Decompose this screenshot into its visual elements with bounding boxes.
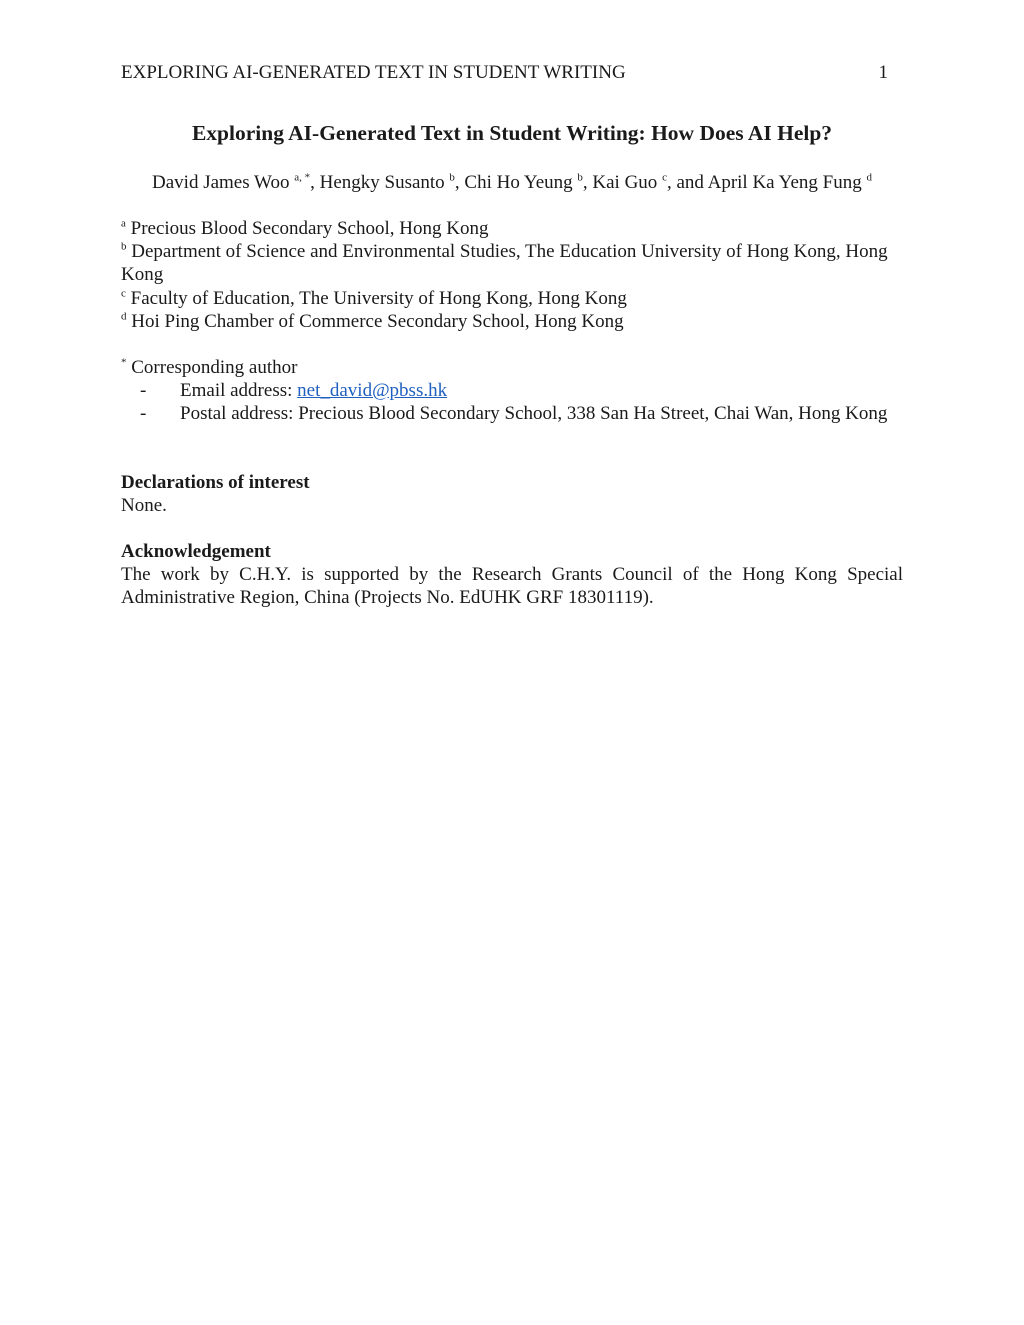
affiliation-text: Department of Science and Environmental Studies, The Education University of Hong Kong, Hong Kong <box>121 241 888 286</box>
author-name: Hengky Susanto <box>319 172 445 193</box>
running-head-title: EXPLORING AI-GENERATED TEXT IN STUDENT WRITING <box>121 62 626 83</box>
author-separator: , and <box>666 172 708 193</box>
affiliation-item <box>121 217 903 240</box>
author-separator: , <box>454 172 465 193</box>
list-dash: - <box>140 380 147 402</box>
author-affiliation-mark: b <box>449 171 455 184</box>
declarations-text: None. <box>121 495 167 517</box>
acknowledgement-heading: Acknowledgement <box>121 541 271 562</box>
paper-title: Exploring AI-Generated Text in Student Writing: How Does AI Help? <box>191 121 833 145</box>
affiliation-mark: a <box>121 217 126 230</box>
author-name: Chi Ho Yeung <box>464 172 573 193</box>
corresponding-mark: * <box>121 356 127 369</box>
affiliation-item <box>121 310 903 333</box>
email-item <box>121 379 903 402</box>
corresponding-label-text: Corresponding author <box>131 357 298 378</box>
affiliation-mark: d <box>121 310 127 323</box>
postal-item <box>121 402 903 425</box>
author-affiliation-mark: b <box>577 171 583 184</box>
author-separator: , <box>582 172 593 193</box>
declarations-heading: Declarations of interest <box>121 472 310 493</box>
acknowledgement-section <box>121 540 903 610</box>
affiliation-text: Faculty of Education, The University of Hong Kong, Hong Kong <box>130 287 627 309</box>
affiliation-mark: c <box>121 287 126 300</box>
list-dash: - <box>140 403 147 425</box>
author-name: David James Woo <box>152 172 290 193</box>
acknowledgement-text: The work by C.H.Y. is supported by the Research Grants Council of the Hong Kong Special Administrative Region, China (Projects No. EdUHK GRF 18301119). <box>121 564 903 609</box>
author-name: April Ka Yeng Fung <box>707 172 862 193</box>
affiliation-item <box>121 287 903 310</box>
corresponding-author-section <box>121 356 903 426</box>
author-affiliation-mark: c <box>662 171 667 184</box>
affiliation-mark: b <box>121 240 127 253</box>
author-affiliation-mark: d <box>866 171 872 184</box>
author-affiliation-mark: a, * <box>294 171 311 184</box>
email-label: Email address: <box>180 380 298 402</box>
declarations-section <box>121 471 903 517</box>
affiliation-list <box>121 217 903 333</box>
author-name: Kai Guo <box>592 172 658 193</box>
author-list <box>121 172 903 194</box>
corresponding-author-label <box>121 356 903 379</box>
postal-label: Postal address: <box>180 403 299 425</box>
email-link[interactable]: net_david@pbss.hk <box>297 380 448 402</box>
affiliation-item <box>121 240 903 286</box>
author-separator: , <box>310 172 320 193</box>
postal-address: Precious Blood Secondary School, 338 San Ha Street, Chai Wan, Hong Kong <box>298 403 888 425</box>
affiliation-text: Hoi Ping Chamber of Commerce Secondary School, Hong Kong <box>131 310 624 332</box>
page-number: 1 <box>878 62 888 83</box>
running-head <box>121 62 888 84</box>
affiliation-text: Precious Blood Secondary School, Hong Kong <box>130 218 489 239</box>
